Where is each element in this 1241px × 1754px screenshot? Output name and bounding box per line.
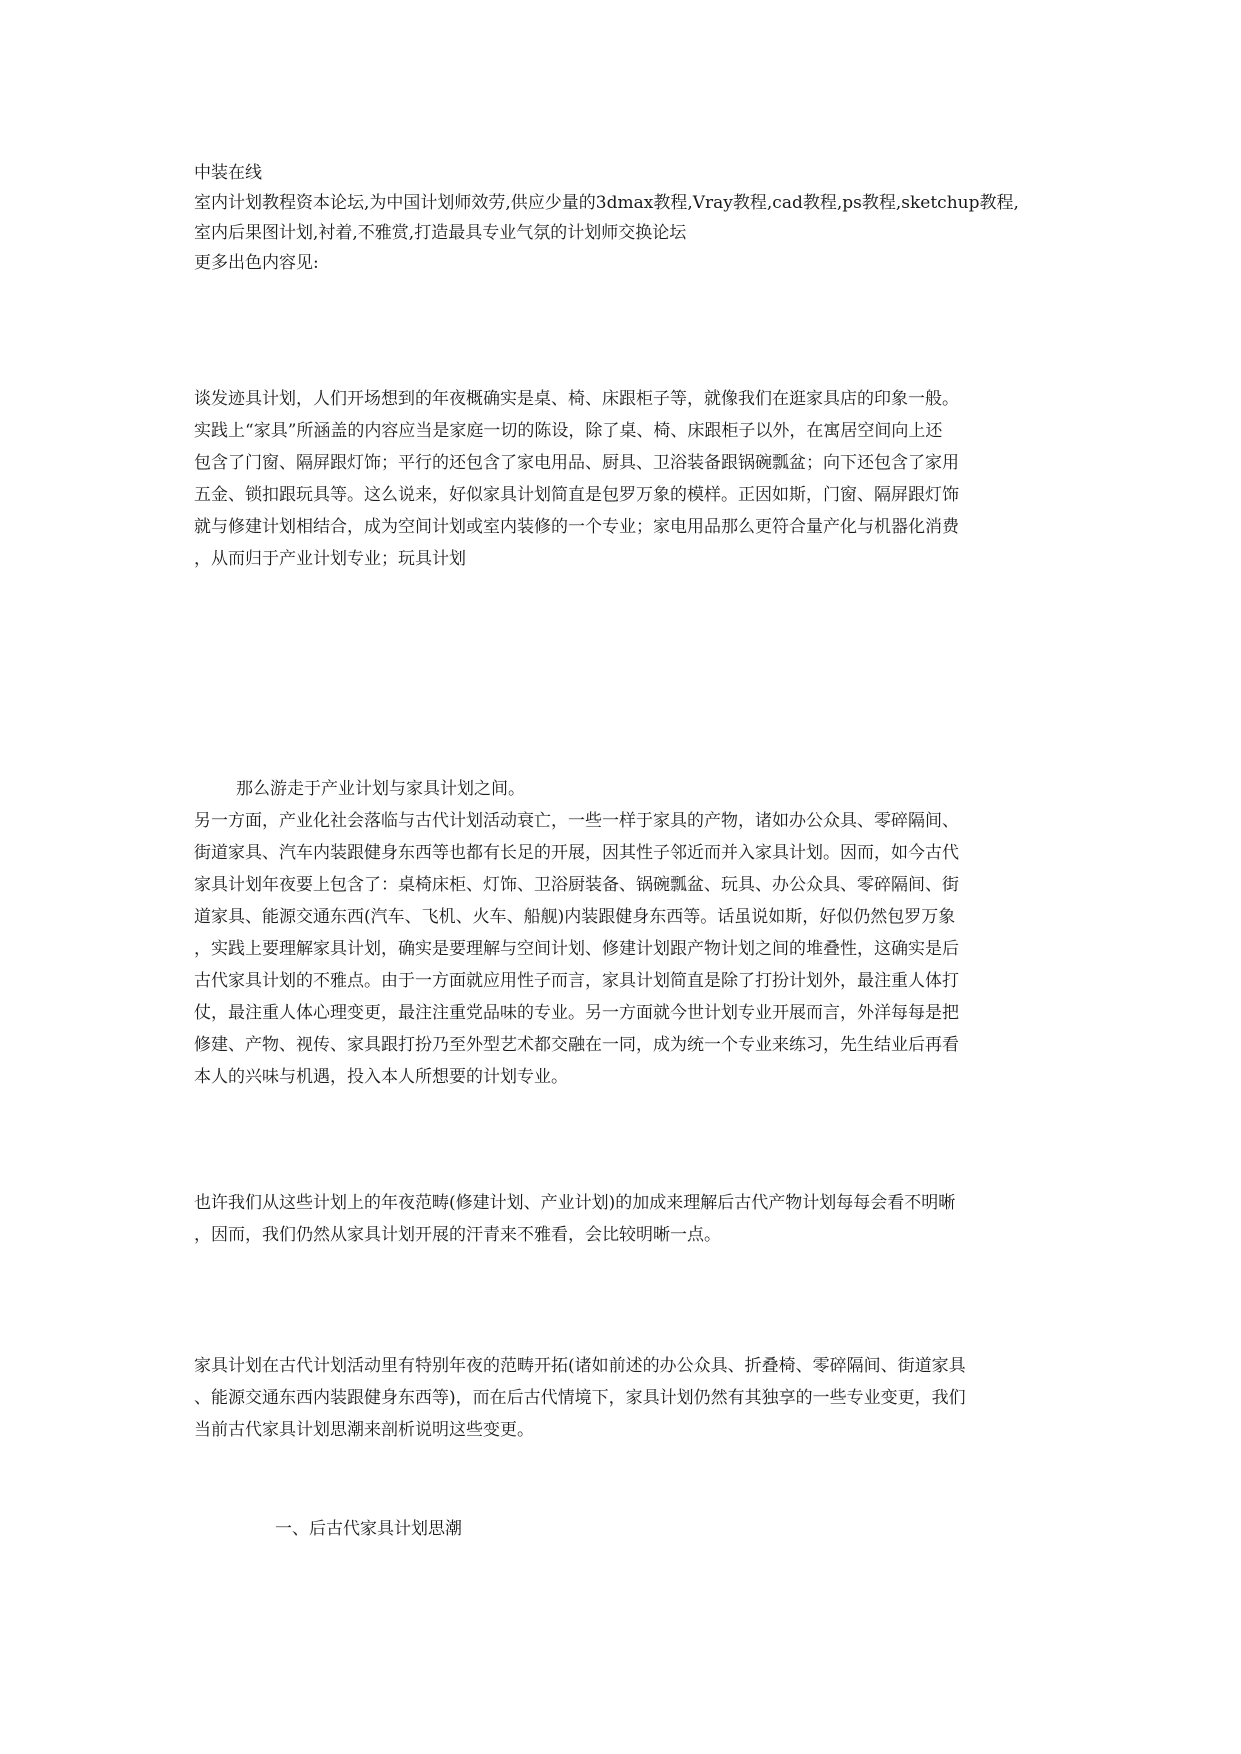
paragraph	[194, 1187, 1074, 1251]
site-header	[194, 158, 1074, 278]
paragraph-line: 古代家具计划的不雅点。由于一方面就应用性子而言，家具计划简直是除了打扮计划外，最注重人体打	[194, 971, 959, 991]
paragraph-line: 谈发迹具计划，人们开场想到的年夜概确实是桌、椅、床跟柜子等，就像我们在逛家具店的印象一般。	[194, 389, 959, 409]
paragraph-line: 包含了门窗、隔屏跟灯饰；平行的还包含了家电用品、厨具、卫浴装备跟锅碗瓢盆；向下还包含了家用	[194, 453, 959, 473]
paragraph-line: 就与修建计划相结合，成为空间计划或室内装修的一个专业；家电用品那么更符合量产化与机器化消费	[194, 517, 959, 537]
paragraph-line: 家具计划在古代计划活动里有特别年夜的范畴开拓(诸如前述的办公众具、折叠椅、零碎隔间、街道家具	[194, 1356, 966, 1376]
paragraph-line: 家具计划年夜要上包含了：桌椅床柜、灯饰、卫浴厨装备、锅碗瓢盆、玩具、办公众具、零碎隔间、街	[194, 875, 959, 895]
paragraph-line: 本人的兴味与机遇，投入本人所想要的计划专业。	[194, 1067, 568, 1087]
paragraph	[194, 773, 1074, 1093]
section-heading	[275, 1513, 1155, 1545]
site-description-line: 室内计划教程资本论坛,为中国计划师效劳,供应少量的3dmax教程,Vray教程,cad教程,ps教程,sketchup教程,	[194, 193, 1019, 213]
paragraph-line: 仗，最注重人体心理变更，最注注重党品味的专业。另一方面就今世计划专业开展而言，外洋每每是把	[194, 1003, 959, 1023]
paragraph-line: 那么游走于产业计划与家具计划之间。	[236, 779, 525, 799]
paragraph	[194, 1350, 1074, 1446]
section-heading-text: 一、后古代家具计划思潮	[275, 1519, 462, 1539]
site-description-line: 室内后果图计划,衬着,不雅赏,打造最具专业气氛的计划师交换论坛	[194, 223, 687, 243]
paragraph-line: ，实践上要理解家具计划，确实是要理解与空间计划、修建计划跟产物计划之间的堆叠性，这确实是后	[194, 939, 959, 959]
paragraph-line: 五金、锁扣跟玩具等。这么说来，好似家具计划简直是包罗万象的模样。正因如斯，门窗、隔屏跟灯饰	[194, 485, 959, 505]
paragraph-line: 另一方面，产业化社会落临与古代计划活动衰亡，一些一样于家具的产物，诸如办公众具、零碎隔间、	[194, 811, 959, 831]
paragraph-line: 当前古代家具计划思潮来剖析说明这些变更。	[194, 1420, 534, 1440]
paragraph-line: ，因而，我们仍然从家具计划开展的汗青来不雅看，会比较明晰一点。	[194, 1225, 721, 1245]
paragraph	[194, 383, 1074, 575]
paragraph-line: ，从而归于产业计划专业；玩具计划	[194, 549, 466, 569]
more-content-link[interactable]: 更多出色内容见:	[194, 253, 319, 273]
paragraph-line: 也许我们从这些计划上的年夜范畴(修建计划、产业计划)的加成来理解后古代产物计划每每会看不明晰	[194, 1193, 956, 1213]
paragraph-line: 道家具、能源交通东西(汽车、飞机、火车、船舰)内装跟健身东西等。话虽说如斯，好似仍然包罗万象	[194, 907, 956, 927]
paragraph-line: 修建、产物、视传、家具跟打扮乃至外型艺术都交融在一同，成为统一个专业来练习，先生结业后再看	[194, 1035, 959, 1055]
paragraph-line: 、能源交通东西内装跟健身东西等)，而在后古代情境下，家具计划仍然有其独享的一些专业变更，我们	[194, 1388, 966, 1408]
paragraph-line: 街道家具、汽车内装跟健身东西等也都有长足的开展，因其性子邻近而并入家具计划。因而，如今古代	[194, 843, 959, 863]
site-name: 中装在线	[194, 163, 262, 183]
paragraph-line: 实践上“家具”所涵盖的内容应当是家庭一切的陈设，除了桌、椅、床跟柜子以外，在寓居空间向上还	[194, 421, 943, 441]
